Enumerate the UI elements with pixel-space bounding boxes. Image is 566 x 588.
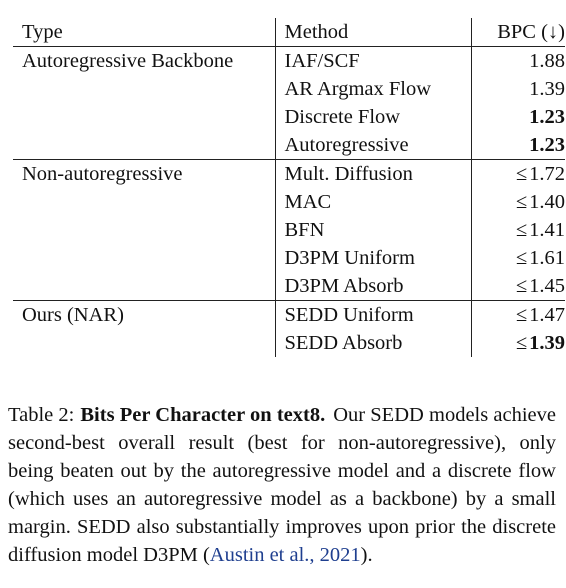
leq-symbol: ≤ [515, 247, 528, 269]
bpc-value: 1.39 [529, 332, 565, 354]
header-type: Type [13, 18, 275, 47]
cell-type [13, 75, 275, 103]
bpc-value: 1.45 [529, 275, 565, 297]
cell-bpc [471, 244, 565, 272]
cell-type [13, 131, 275, 160]
table-row [13, 47, 565, 76]
caption-label: Table 2: [8, 403, 75, 426]
leq-symbol: ≤ [515, 275, 528, 297]
cell-method: Discrete Flow [275, 103, 471, 131]
bpc-value: 1.61 [529, 247, 565, 269]
cell-bpc [471, 216, 565, 244]
cell-type [13, 244, 275, 272]
cell-type [13, 103, 275, 131]
bpc-value: 1.47 [529, 304, 565, 326]
bpc-value: 1.88 [529, 50, 565, 72]
bpc-value: 1.72 [529, 163, 565, 185]
cell-method: BFN [275, 216, 471, 244]
cell-bpc [471, 103, 565, 131]
cell-type [13, 216, 275, 244]
leq-symbol: ≤ [515, 191, 528, 213]
caption-body: Our SEDD models achieve second-best overall result (best for non-autoregressive), only being beaten out by the autoregressive model and a discrete flow (which uses an autoregressive model as a backbone) by a small margin. SEDD also substantially improves upon prior the discrete diffusion model D3PM ( [8, 403, 556, 566]
cell-type: Ours (NAR) [13, 301, 275, 330]
table-row [13, 329, 565, 357]
cell-method: D3PM Uniform [275, 244, 471, 272]
table-row [13, 272, 565, 301]
header-method: Method [275, 18, 471, 47]
cell-bpc [471, 272, 565, 301]
cell-bpc [471, 75, 565, 103]
leq-symbol: ≤ [515, 304, 528, 326]
bpc-value: 1.39 [529, 78, 565, 100]
header-bpc: BPC (↓) [497, 21, 565, 43]
cell-method: AR Argmax Flow [275, 75, 471, 103]
header-row [13, 18, 565, 47]
table-row [13, 103, 565, 131]
bpc-value: 1.23 [529, 134, 565, 156]
caption-citation-link[interactable]: Austin et al., 2021 [209, 543, 361, 566]
cell-method: MAC [275, 188, 471, 216]
table-row [13, 244, 565, 272]
cell-type: Non-autoregressive [13, 160, 275, 189]
cell-type [13, 188, 275, 216]
table-row [13, 131, 565, 160]
leq-symbol: ≤ [515, 163, 528, 185]
cell-method: Mult. Diffusion [275, 160, 471, 189]
bpc-value: 1.40 [529, 191, 565, 213]
cell-bpc [471, 160, 565, 189]
table-body [13, 47, 565, 358]
cell-type [13, 272, 275, 301]
cell-bpc [471, 301, 565, 330]
cell-method: D3PM Absorb [275, 272, 471, 301]
table-row [13, 301, 565, 330]
table-row [13, 160, 565, 189]
cell-type [13, 329, 275, 357]
cell-method: Autoregressive [275, 131, 471, 160]
bpc-value: 1.41 [529, 219, 565, 241]
table-row [13, 188, 565, 216]
caption-tail: ). [360, 543, 373, 566]
cell-method: SEDD Uniform [275, 301, 471, 330]
bpc-value: 1.23 [529, 106, 565, 128]
results-table [13, 18, 565, 357]
cell-bpc [471, 47, 565, 76]
leq-symbol: ≤ [515, 219, 528, 241]
cell-method: IAF/SCF [275, 47, 471, 76]
table-caption [8, 401, 556, 569]
table-row [13, 75, 565, 103]
cell-bpc [471, 329, 565, 357]
cell-type: Autoregressive Backbone [13, 47, 275, 76]
cell-bpc [471, 131, 565, 160]
leq-symbol: ≤ [515, 332, 528, 354]
cell-bpc [471, 188, 565, 216]
table-row [13, 216, 565, 244]
cell-method: SEDD Absorb [275, 329, 471, 357]
caption-title: Bits Per Character on text8. [80, 403, 326, 426]
